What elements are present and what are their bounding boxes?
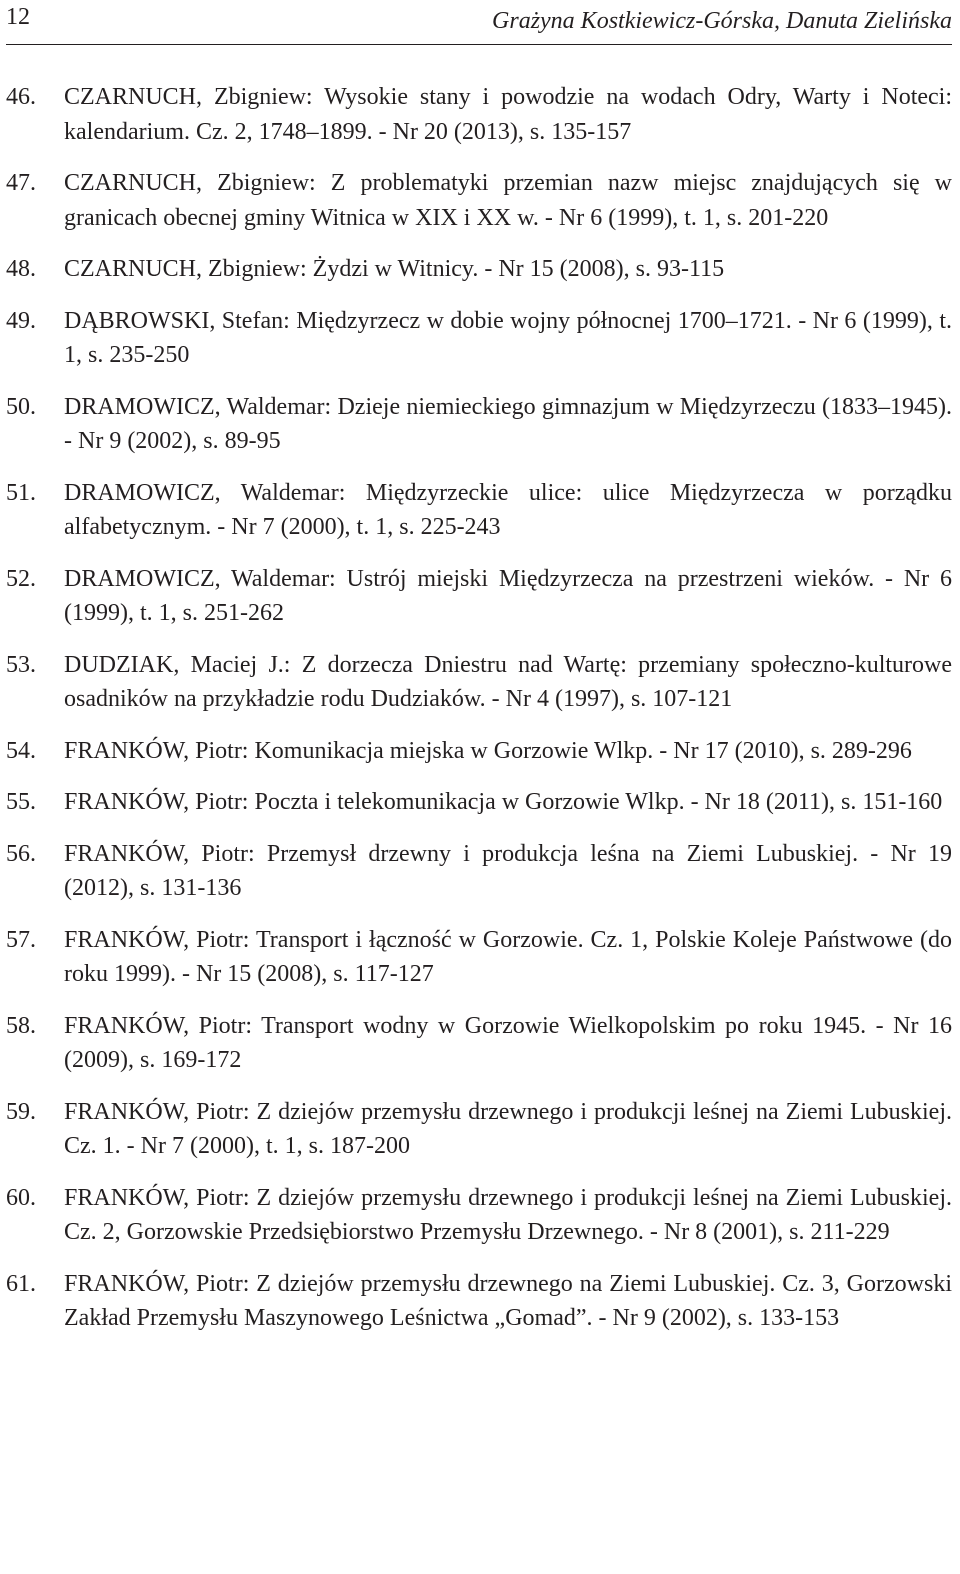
bibliography-entry: [6, 1009, 952, 1078]
bibliography-entry: [6, 837, 952, 906]
bibliography-entry: [6, 1181, 952, 1250]
bibliography-entry: [6, 304, 952, 373]
bibliography-list: [6, 80, 952, 1353]
entry-number: 55.: [6, 789, 36, 815]
entry-text: DĄBROWSKI, Stefan: Międzyrzecz w dobie wojny północnej 1700–1721. - Nr 6 (1999), t. 1, s. 235-250: [64, 307, 952, 368]
entry-number: 51.: [6, 479, 36, 506]
entry-text: DUDZIAK, Maciej J.: Z dorzecza Dniestru nad Wartę: przemiany społeczno-kulturowe osadników na przykładzie rodu Dudziaków. - Nr 4 (1997), s. 107-121: [64, 651, 952, 712]
entry-number: 54.: [6, 737, 36, 764]
entry-text: FRANKÓW, Piotr: Z dziejów przemysłu drzewnego i produkcji leśnej na Ziemi Lubuskiej. Cz. 1. - Nr 7 (2000), t. 1, s. 187-200: [64, 1098, 952, 1159]
bibliography-entry: [6, 252, 952, 287]
entry-number: 60.: [6, 1184, 36, 1211]
entry-text: CZARNUCH, Zbigniew: Żydzi w Witnicy. - Nr 15 (2008), s. 93-115: [64, 256, 725, 282]
entry-number: 56.: [6, 840, 36, 867]
page-number: 12: [6, 4, 30, 30]
bibliography-entry: [6, 734, 952, 769]
entry-number: 47.: [6, 170, 36, 196]
entry-number: 58.: [6, 1012, 36, 1039]
entry-text: CZARNUCH, Zbigniew: Z problematyki przemian nazw miejsc znajdujących się w granicach obecnej gminy Witnica w XIX i XX w. - Nr 6 (1999), t. 1, s. 201-220: [64, 170, 952, 231]
running-head: Grażyna Kostkiewicz-Górska, Danuta Zielińska: [492, 8, 952, 34]
bibliography-entry: [6, 1095, 952, 1164]
entry-number: 46.: [6, 84, 36, 110]
entry-text: FRANKÓW, Piotr: Z dziejów przemysłu drzewnego i produkcji leśnej na Ziemi Lubuskiej. Cz. 2, Gorzowskie Przedsiębiorstwo Przemysłu Drzewnego. - Nr 8 (2001), s. 211-229: [64, 1184, 952, 1245]
bibliography-entry: [6, 476, 952, 545]
entry-number: 52.: [6, 565, 36, 592]
entry-number: 53.: [6, 651, 36, 678]
entry-text: FRANKÓW, Piotr: Przemysł drzewny i produkcja leśna na Ziemi Lubuskiej. - Nr 19 (2012), s. 131-136: [64, 840, 952, 901]
entry-text: FRANKÓW, Piotr: Transport i łączność w Gorzowie. Cz. 1, Polskie Koleje Państwowe (do roku 1999). - Nr 15 (2008), s. 117-127: [64, 926, 952, 987]
entry-number: 57.: [6, 926, 36, 953]
entry-text: FRANKÓW, Piotr: Komunikacja miejska w Gorzowie Wlkp. - Nr 17 (2010), s. 289-296: [64, 737, 912, 764]
entry-text: DRAMOWICZ, Waldemar: Dzieje niemieckiego gimnazjum w Międzyrzeczu (1833–1945). - Nr 9 (2002), s. 89-95: [64, 393, 952, 454]
bibliography-entry: [6, 390, 952, 459]
bibliography-entry: [6, 80, 952, 149]
entry-text: DRAMOWICZ, Waldemar: Ustrój miejski Międzyrzecza na przestrzeni wieków. - Nr 6 (1999), t. 1, s. 251-262: [64, 565, 952, 626]
entry-number: 59.: [6, 1098, 36, 1125]
bibliography-entry: [6, 562, 952, 631]
entry-number: 61.: [6, 1270, 36, 1297]
bibliography-entry: [6, 923, 952, 992]
entry-number: 50.: [6, 393, 36, 420]
entry-number: 48.: [6, 256, 36, 282]
bibliography-entry: [6, 785, 952, 820]
entry-text: DRAMOWICZ, Waldemar: Międzyrzeckie ulice: ulice Międzyrzecza w porządku alfabetycznym. - Nr 7 (2000), t. 1, s. 225-243: [64, 479, 952, 540]
entry-number: 49.: [6, 307, 36, 334]
page-header: [6, 0, 952, 45]
entry-text: FRANKÓW, Piotr: Transport wodny w Gorzowie Wielkopolskim po roku 1945. - Nr 16 (2009), s. 169-172: [64, 1012, 952, 1073]
bibliography-entry: [6, 166, 952, 235]
bibliography-entry: [6, 648, 952, 717]
entry-text: FRANKÓW, Piotr: Z dziejów przemysłu drzewnego na Ziemi Lubuskiej. Cz. 3, Gorzowski Zakład Przemysłu Maszynowego Leśnictwa „Gomad”. - Nr 9 (2002), s. 133-153: [64, 1270, 952, 1331]
entry-text: CZARNUCH, Zbigniew: Wysokie stany i powodzie na wodach Odry, Warty i Noteci: kalendarium. Cz. 2, 1748–1899. - Nr 20 (2013), s. 135-157: [64, 84, 952, 145]
bibliography-entry: [6, 1267, 952, 1336]
entry-text: FRANKÓW, Piotr: Poczta i telekomunikacja w Gorzowie Wlkp. - Nr 18 (2011), s. 151-160: [64, 789, 943, 815]
